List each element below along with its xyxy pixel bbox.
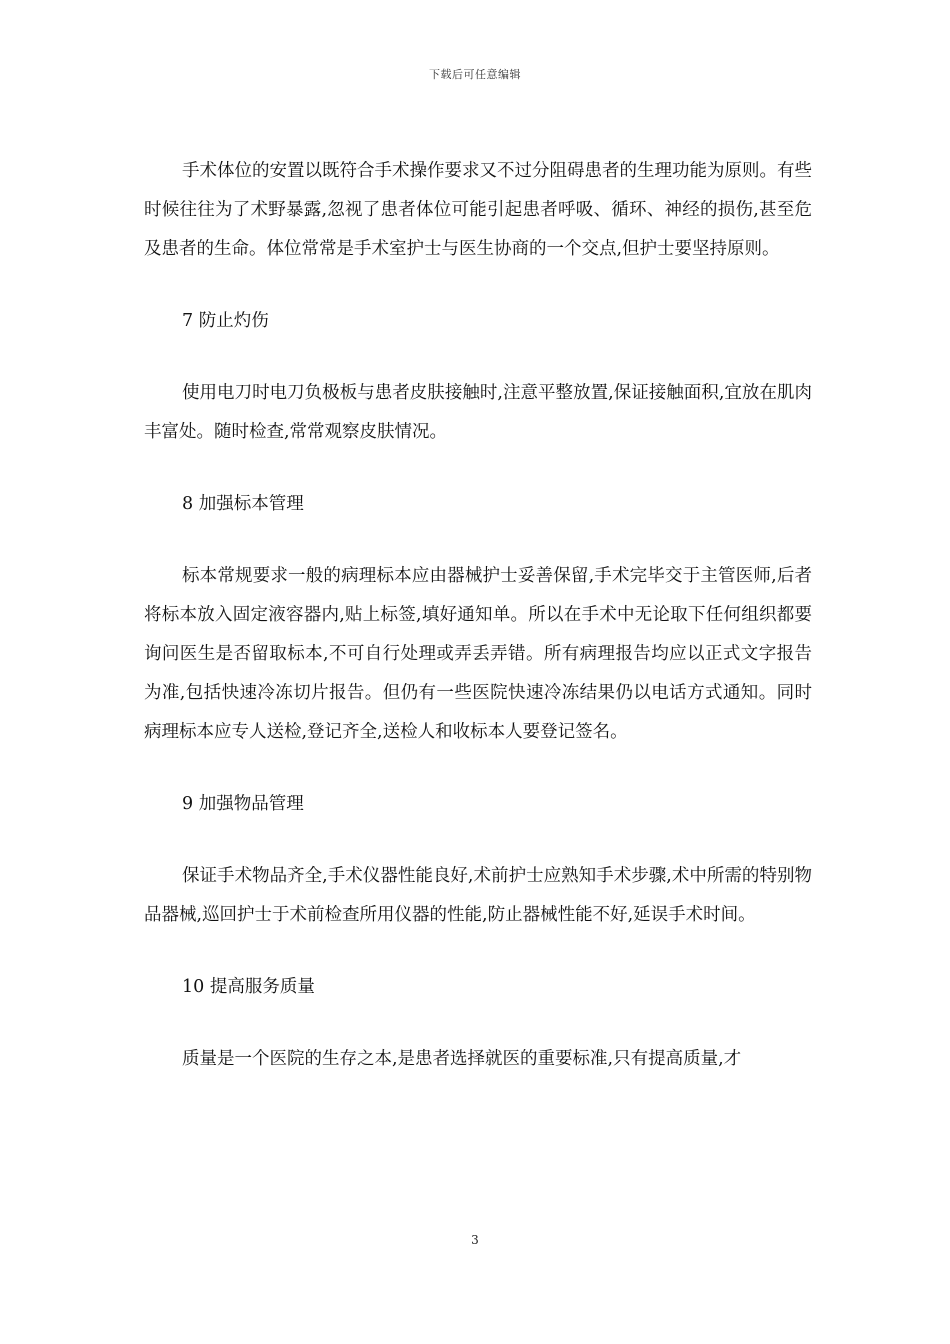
section-heading-9: 9 加强物品管理: [182, 794, 304, 814]
paragraph-positioning: 手术体位的安置以既符合手术操作要求又不过分阻碍患者的生理功能为原则。有些时候往往为了术野暴露,忽视了患者体位可能引起患者呼吸、循环、神经的损伤,甚至危及患者的生命。体位常常是手术室护士与医生协商的一个交点,但护士要坚持原则。: [144, 161, 812, 259]
paragraph-service-quality: 质量是一个医院的生存之本,是患者选择就医的重要标准,只有提高质量,才: [182, 1049, 742, 1069]
page-number: 3: [471, 1233, 479, 1247]
paragraph-burn-prevention: 使用电刀时电刀负极板与患者皮肤接触时,注意平整放置,保证接触面积,宜放在肌肉丰富处。随时检查,常常观察皮肤情况。: [144, 383, 812, 442]
section-heading-7: 7 防止灼伤: [182, 311, 269, 331]
paragraph-supplies-management: 保证手术物品齐全,手术仪器性能良好,术前护士应熟知手术步骤,术中所需的特别物品器械,巡回护士于术前检查所用仪器的性能,防止器械性能不好,延误手术时间。: [144, 866, 812, 925]
section-heading-10: 10 提高服务质量: [182, 977, 315, 997]
paragraph-specimen-management: 标本常规要求一般的病理标本应由器械护士妥善保留,手术完毕交于主管医师,后者将标本放入固定液容器内,贴上标签,填好通知单。所以在手术中无论取下任何组织都要询问医生是否留取标本,不可自行处理或弄丢弄错。所有病理报告均应以正式文字报告为准,包括快速冷冻切片报告。但仍有一些医院快速冷冻结果仍以电话方式通知。同时病理标本应专人送检,登记齐全,送检人和收标本人要登记签名。: [144, 566, 812, 742]
document-body: [144, 152, 812, 1079]
page-header: 下载后可任意编辑: [429, 68, 521, 81]
section-heading-8: 8 加强标本管理: [182, 494, 304, 514]
